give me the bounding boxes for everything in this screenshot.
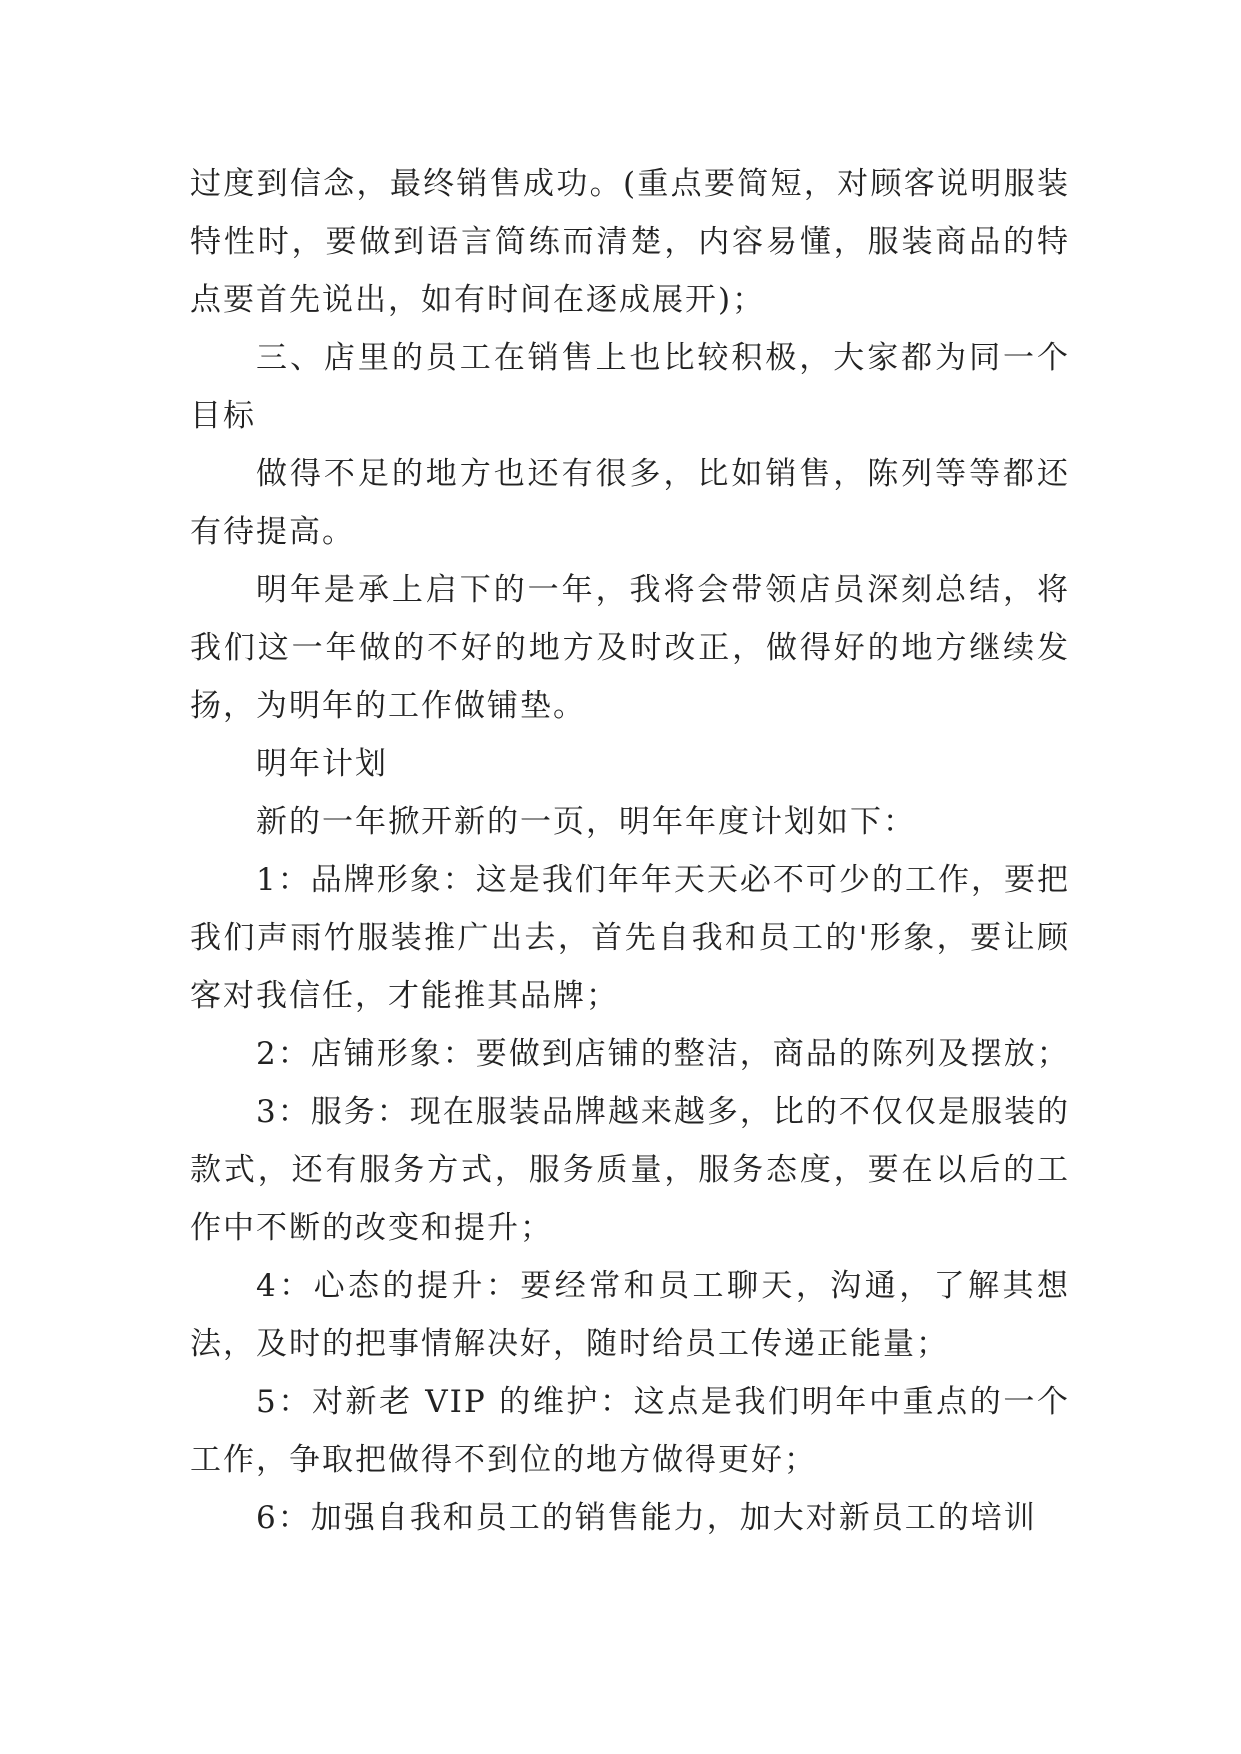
paragraph-3: 做得不足的地方也还有很多，比如销售，陈列等等都还有待提高。	[190, 456, 1070, 550]
plan-item-2: 2：店铺形象：要做到店铺的整洁，商品的陈列及摆放；	[256, 1036, 1070, 1072]
document-body	[190, 155, 1070, 1547]
paragraph-5: 新的一年掀开新的一页，明年年度计划如下：	[256, 804, 916, 840]
plan-item-5: 5：对新老 VIP 的维护：这点是我们明年中重点的一个工作，争取把做得不到位的地方做得更好；	[190, 1384, 1070, 1478]
plan-item-1: 1：品牌形象：这是我们年年天天必不可少的工作，要把我们声雨竹服装推广出去，首先自我和员工的'形象，要让顾客对我信任，才能推其品牌；	[190, 862, 1070, 1014]
paragraph-2: 三、店里的员工在销售上也比较积极，大家都为同一个目标	[190, 340, 1070, 434]
plan-item-6: 6：加强自我和员工的销售能力，加大对新员工的培训	[256, 1500, 1037, 1536]
paragraph-1: 过度到信念，最终销售成功。(重点要简短，对顾客说明服装特性时，要做到语言简练而清楚，内容易懂，服装商品的特点要首先说出，如有时间在逐成展开)；	[190, 166, 1070, 318]
plan-item-4: 4：心态的提升：要经常和员工聊天，沟通，了解其想法，及时的把事情解决好，随时给员工传递正能量；	[190, 1268, 1070, 1362]
section-heading-plan: 明年计划	[256, 746, 388, 782]
plan-item-3: 3：服务：现在服装品牌越来越多，比的不仅仅是服装的款式，还有服务方式，服务质量，服务态度，要在以后的工作中不断的改变和提升；	[190, 1094, 1070, 1246]
paragraph-4: 明年是承上启下的一年，我将会带领店员深刻总结，将我们这一年做的不好的地方及时改正，做得好的地方继续发扬，为明年的工作做铺垫。	[190, 572, 1070, 724]
